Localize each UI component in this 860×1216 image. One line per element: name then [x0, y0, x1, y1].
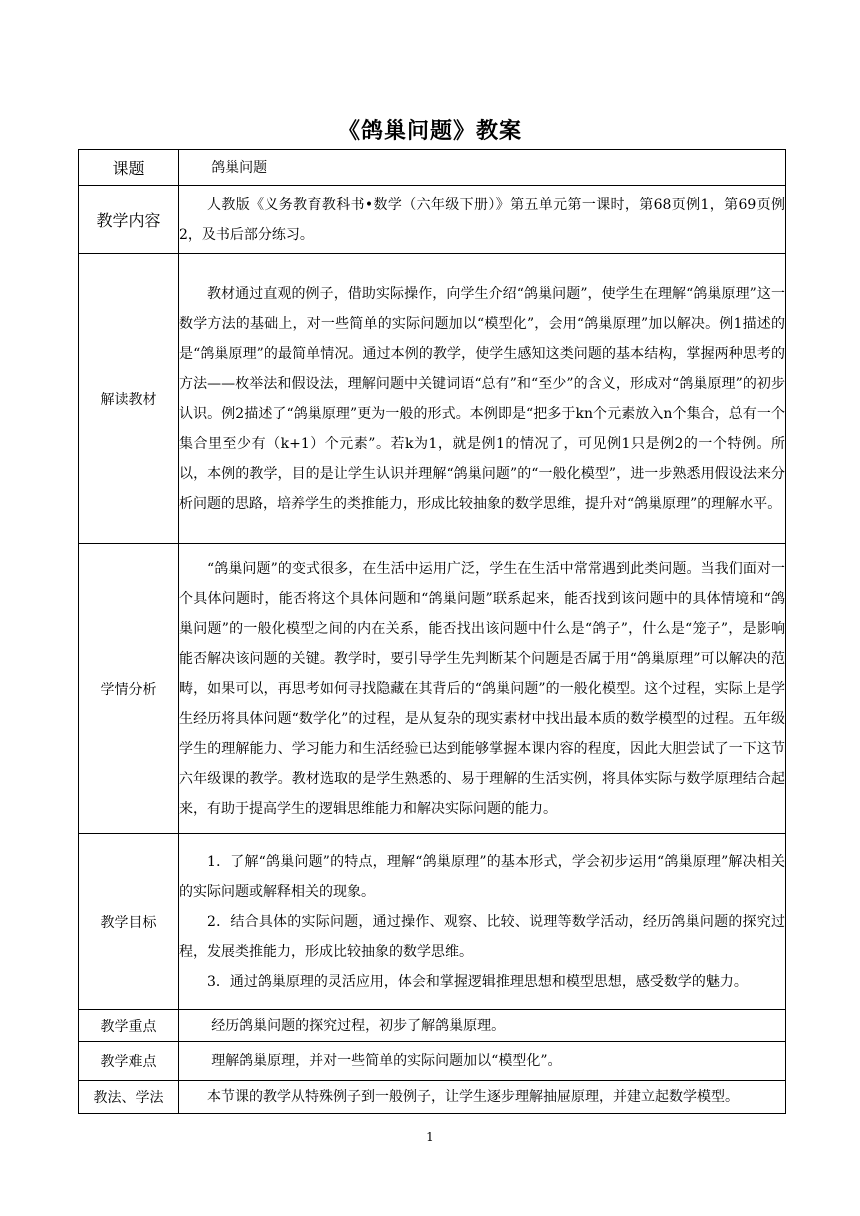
page-number: 1 — [426, 1130, 434, 1144]
table-row-teaching-goals — [79, 834, 786, 1010]
row-content-topic — [179, 150, 786, 186]
paragraph: 理解鸽巢原理，并对一些简单的实际问题加以“模型化”。 — [211, 1053, 562, 1069]
row-content-teaching-content — [179, 186, 786, 254]
row-content-textbook-analysis — [179, 254, 786, 544]
page-title: 《鸽巢问题》教案 — [337, 119, 522, 144]
row-label-methods: 教法、学法 — [79, 1081, 179, 1114]
row-content-methods — [179, 1081, 786, 1114]
goal-paragraph-2: 2．结合具体的实际问题，通过操作、观察、比较、说理等数学活动，经历鸽巢问题的探究过程，发展类推能力，形成比较抽象的数学思维。 — [179, 913, 785, 960]
row-content-teaching-goals — [179, 834, 786, 1010]
paragraph: 鸽巢问题 — [211, 159, 268, 176]
row-content-student-analysis — [179, 544, 786, 834]
row-label-teaching-content: 教学内容 — [79, 186, 179, 254]
table-row-textbook-analysis — [79, 254, 786, 544]
paragraph: 人教版《义务教育教科书•数学（六年级下册）》第五单元第一课时，第68页例1，第69页例2，及书后部分练习。 — [179, 196, 785, 243]
table-row-teaching-content — [79, 186, 786, 254]
row-label-difficulties: 教学难点 — [79, 1042, 179, 1081]
table-row-difficulties — [79, 1042, 786, 1081]
paragraph: “鸽巢问题”的变式很多，在生活中运用广泛，学生在生活中常常遇到此类问题。当我们面对一个具体问题时，能否将这个具体问题和“鸽巢问题”联系起来，能否找到该问题中的具体情境和“鸽巢问题”的一般化模型之间的内在关系，能否找出该问题中什么是“鸽子”，什么是“笼子”，是影响能否解决该问题的关键。教学时，要引导学生先判断某个问题是否属于用“鸽巢原理”可以解决的范畴，如果可以，再思考如何寻找隐藏在其背后的“鸽巢问题”的一般化模型。这个过程，实际上是学生经历将具体问题“数学化”的过程，是从复杂的现实素材中找出最本质的数学模型的过程。五年级学生的理解能力、学习能力和生活经验已达到能够掌握本课内容的程度，因此大胆尝试了一下这节六年级课的教学。教材选取的是学生熟悉的、易于理解的生活实例，将具体实际与数学原理结合起来，有助于提高学生的逻辑思维能力和解决实际问题的能力。 — [179, 560, 785, 817]
paragraph: 经历鸽巢问题的探究过程，初步了解鸽巢原理。 — [211, 1017, 506, 1034]
paragraph: 教材通过直观的例子，借助实际操作，向学生介绍“鸽巢问题”，使学生在理解“鸽巢原理”这一数学方法的基础上，对一些简单的实际问题加以“模型化”，会用“鸽巢原理”加以解决。例1描述的是“鸽巢原理”的最简单情况。通过本例的教学，使学生感知这类问题的基本结构，掌握两种思考的方法——枚举法和假设法，理解问题中关键词语“总有”和“至少”的含义，形成对“鸽巢原理”的初步认识。例2描述了“鸽巢原理”更为一般的形式。本例即是“把多于kn个元素放入n个集合，总有一个集合里至少有（k+1）个元素”。若k为1，就是例1的情况了，可见例1只是例2的一个特例。所以，本例的教学，目的是让学生认识并理解“鸽巢问题”的“一般化模型”，进一步熟悉用假设法来分析问题的思路，培养学生的类推能力，形成比较抽象的数学思维，提升对“鸽巢原理”的理解水平。 — [179, 285, 785, 512]
row-content-difficulties — [179, 1042, 786, 1081]
row-label-topic: 课题 — [79, 150, 179, 186]
table-row-student-analysis — [79, 544, 786, 834]
paragraph: 本节课的教学从特殊例子到一般例子，让学生逐步理解抽屉原理，并建立起数学模型。 — [207, 1089, 739, 1105]
row-content-key-points — [179, 1010, 786, 1042]
table-row-key-points — [79, 1010, 786, 1042]
row-label-textbook-analysis: 解读教材 — [79, 254, 179, 544]
row-label-teaching-goals: 教学目标 — [79, 834, 179, 1010]
table-row-topic — [79, 150, 786, 186]
lesson-plan-table — [78, 149, 786, 1114]
row-label-student-analysis: 学情分析 — [79, 544, 179, 834]
row-label-key-points: 教学重点 — [79, 1010, 179, 1042]
table-row-methods — [79, 1081, 786, 1114]
goal-paragraph-1: 1．了解“鸽巢问题”的特点，理解“鸽巢原理”的基本形式，学会初步运用“鸽巢原理”解决相关的实际问题或解释相关的现象。 — [179, 853, 785, 900]
goal-paragraph-3: 3．通过鸽巢原理的灵活应用，体会和掌握逻辑推理思想和模型思想，感受数学的魅力。 — [207, 973, 748, 990]
